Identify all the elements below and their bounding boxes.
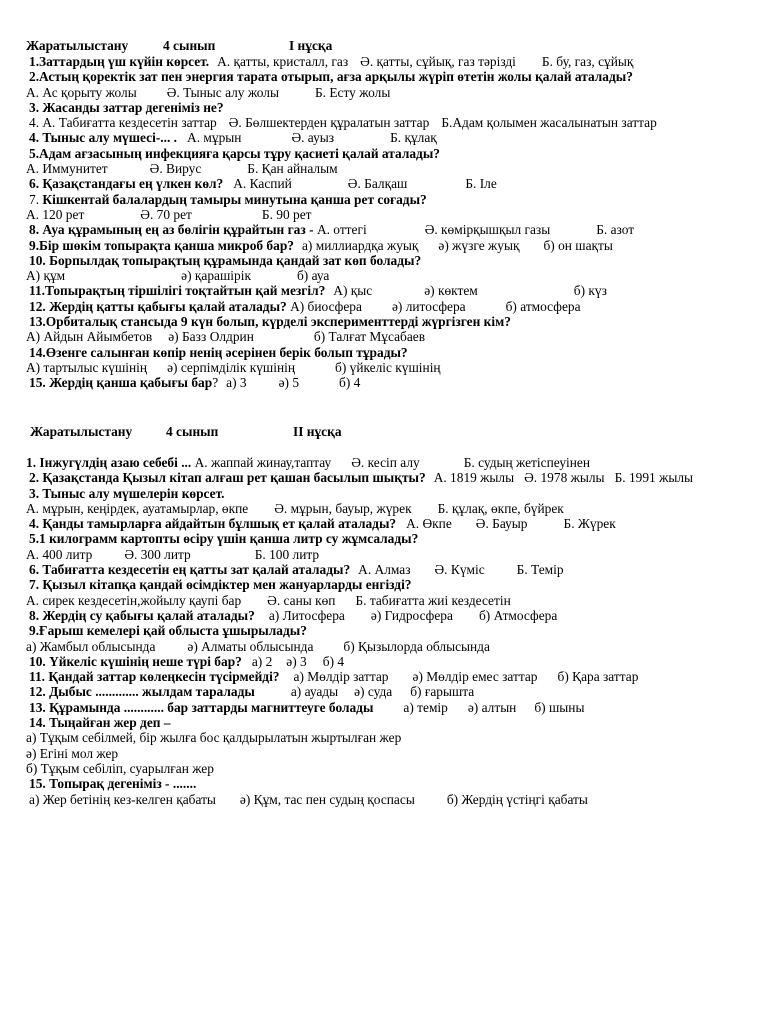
question-5: 5.Адам ағзасының инфекцияға қарсы тұру қасиеті қалай аталады? xyxy=(29,145,440,161)
question-4: 4. Қанды тамырларға айдайтын бұлшық ет қалай аталады? А. Өкпе Ә. Бауыр Б. Жүрек xyxy=(29,516,616,532)
question-3: 3. Тыныс алу мүшелерін көрсет. xyxy=(29,485,225,501)
variant-1-header xyxy=(0,38,768,54)
question-14: 14. Тыңайған жер деп – xyxy=(29,715,171,731)
question-10: 10. Үйкеліс күшінің неше түрі бар? а) 2 ә) 3 б) 4 xyxy=(29,653,345,669)
variant-label: I нұсқа xyxy=(289,38,333,53)
question-3: 3. Жасанды заттар дегеніміз не? xyxy=(29,99,224,115)
question-9: 9.Ғарыш кемелері қай облыста ұшырылады? xyxy=(29,623,307,639)
question-2: 2.Астың қоректік зат пен энергия тарата отырып, ағза арқылы жүріп өтетін жолы қалай аталады? xyxy=(29,69,633,85)
answers-10: А) құм ә) қарашірік б) ауа xyxy=(26,268,330,284)
question-4: 4. Тыныс алу мүшесі-... . А. мұрын Ә. ауыз Б. құлақ xyxy=(29,130,437,146)
answers-9: а) Жамбыл облысында ә) Алматы облысында б) Қызылорда облысында xyxy=(26,638,490,654)
answers-14: А) тартылыс күшінің ә) серпімділік күшінің б) үйкеліс күшінің xyxy=(26,359,441,375)
question-5: 5.1 килограмм картопты өсіру үшін қанша литр су жұмсалады? xyxy=(29,531,419,547)
question-11: 11. Қандай заттар көлеңкесін түсірмейді? а) Мөлдір заттар ә) Мөлдір емес заттар б) Қара заттар xyxy=(29,669,639,685)
answers-3: 4. А. Табиғатта кездесетін заттар Ә. Бөлшектерден құралатын заттар Б.Адам қолымен жасалынатын заттар xyxy=(29,115,657,131)
grade-label: 4 сынып xyxy=(166,424,219,439)
answers-5: А. Иммунитет Ә. Вирус Б. Қан айналым xyxy=(26,161,338,177)
question-1: 1. Інжугүлдің азаю себебі ... А. жаппай жинау,таптау Ә. кесіп алу Б. судың жетіспеуінен xyxy=(26,455,591,470)
question-7: 7. Қызыл кітапқа қандай өсімдіктер мен жануарларды енгізді? xyxy=(29,577,412,593)
answers-5: А. 400 литр Ә. 300 литр Б. 100 литр xyxy=(26,546,320,562)
answers-7: А. сирек кездесетін,жойылу қаупі бар Ә. саны көп Б. табиғатта жиі кездесетін xyxy=(26,592,511,608)
answers-15: а) Жер бетінің кез-келген қабаты ә) Құм, тас пен судың қоспасы б) Жердің үстіңгі қабаты xyxy=(29,791,588,807)
answers-2: А. Ас қорыту жолы Ә. Тыныс алу жолы Б. Есту жолы xyxy=(26,84,391,100)
variant-1 xyxy=(0,38,768,391)
question-6: 6. Қазақстандағы ең үлкен көл? А. Каспий Ә. Балқаш Б. Іле xyxy=(29,176,497,192)
answers-7: А. 120 рет Ә. 70 рет Б. 90 рет xyxy=(26,206,312,222)
answers-3: А. мұрын, кеңірдек, ауатамырлар, өкпе Ә. мұрын, бауыр, жүрек Б. құлақ, өкпе, бүйрек xyxy=(26,500,564,516)
question-9: 9.Бір шөкім топырақта қанша микроб бар? а) миллиардқа жуық ә) жүзге жуық б) он шақты xyxy=(29,237,613,253)
question-6: 6. Табиғатта кездесетін ең қатты зат қалай аталады? А. Алмаз Ә. Күміс Б. Темір xyxy=(29,562,564,578)
question-15: 15. Топырақ дегеніміз - ....... xyxy=(29,776,197,792)
question-2: 2. Қазақстанда Қызыл кітап алғаш рет қашан басылып шықты? А. 1819 жылы Ә. 1978 жылы Б. 1991 жылы xyxy=(29,470,694,486)
grade-label: 4 сынып xyxy=(163,38,216,53)
question-12: 12. Жердің қатты қабығы қалай аталады? А) биосфера ә) литосфера б) атмосфера xyxy=(29,298,581,314)
answer-14-c: б) Тұқым себіліп, суарылған жер xyxy=(26,760,214,776)
question-8: 8. Ауа құрамының ең аз бөлігін құрайтын газ - А. оттегі Ә. көмірқышқыл газы Б. азот xyxy=(29,222,635,238)
question-15: 15. Жердің қанша қабығы бар? а) 3 ә) 5 б) 4 xyxy=(29,375,361,391)
question-13: 13. Құрамында ............ бар заттарды магниттеуге болады а) темір ә) алтын б) шыны xyxy=(29,699,585,715)
question-11: 11.Топырақтың тіршілігі тоқтайтын қай мезгіл? А) қыс ә) көктем б) күз xyxy=(29,283,607,299)
answer-14-a: а) Тұқым себілмей, бір жылға бос қалдырылатын жыртылған жер xyxy=(26,730,402,746)
answer-14-b: ә) Егіні мол жер xyxy=(26,745,119,761)
question-8: 8. Жердің су қабығы қалай аталады? а) Литосфера ә) Гидросфера б) Атмосфера xyxy=(29,607,558,623)
question-7: 7. Кішкентай балалардың тамыры минутына қанша рет соғады? xyxy=(29,191,427,207)
subject-title: Жаратылыстану xyxy=(30,424,133,439)
question-10: 10. Борпылдақ топырақтың құрамында қандай зат көп болады? xyxy=(29,252,422,268)
subject-title: Жаратылыстану xyxy=(26,38,129,53)
question-14: 14.Өзенге салынған көпір ненің әсерінен берік болып тұрады? xyxy=(29,344,408,360)
answers-13: А) Айдын Айымбетов ә) Базз Олдрин б) Талғат Мұсабаев xyxy=(26,329,426,345)
variant-label: II нұсқа xyxy=(293,424,342,439)
question-1: 1.Заттардың үш күйін көрсет. А. қатты, кристалл, газ Ә. қатты, сұйық, газ тәрізді Б. бу, газ, сұйық xyxy=(29,54,634,69)
question-13: 13.Орбиталық стансыда 9 күн болып, күрделі эксперименттерді жүргізген кім? xyxy=(29,314,511,330)
question-12: 12. Дыбыс ............. жылдам таралады а) ауады ә) суда б) ғарышта xyxy=(29,684,475,700)
variant-2-header xyxy=(0,424,768,440)
variant-2 xyxy=(0,424,768,807)
